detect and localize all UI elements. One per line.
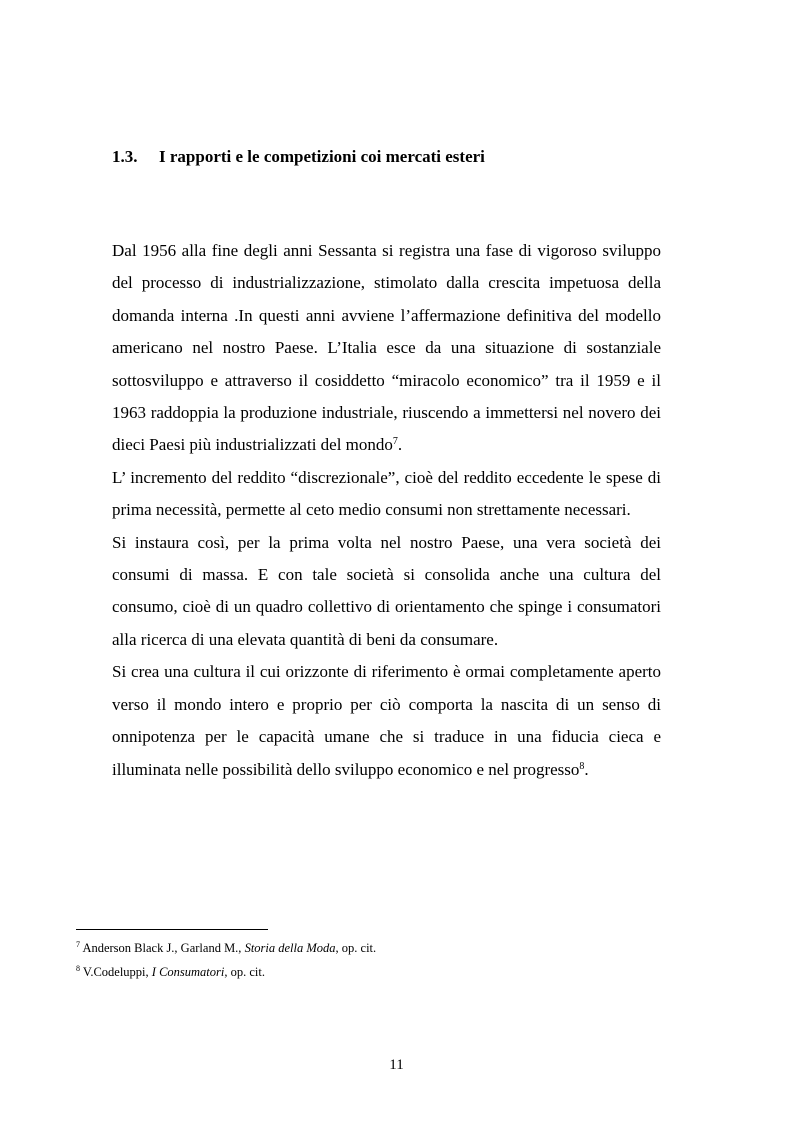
footnote-author: Anderson Black J., Garland M., bbox=[82, 941, 242, 955]
footnotes bbox=[76, 936, 376, 984]
footnote bbox=[76, 936, 376, 960]
paragraph-tail: . bbox=[584, 759, 589, 779]
footnote-separator bbox=[76, 929, 268, 930]
paragraph bbox=[112, 656, 661, 786]
footnote-ref[interactable]: 8 bbox=[579, 760, 585, 772]
body-text bbox=[112, 235, 661, 786]
footnote-work: Storia della Moda bbox=[244, 941, 336, 955]
paragraph-text: Dal 1956 alla fine degli anni Sessanta si registra una fase di vigoroso sviluppo del processo di industrializzazione, stimolato dalla crescita impetuosa della domanda interna .In questi anni avviene l’affermazione definitiva del modello americano nel nostro Paese. L’Italia esce da una situazione di sostanziale sottosviluppo e attraverso il cosiddetto “miracolo economico” tra il 1959 e il 1963 raddoppia la produzione industriale, riuscendo a immettersi nel novero dei dieci Paesi più industrializzati del mondo bbox=[112, 241, 661, 455]
page-number: 11 bbox=[389, 1057, 404, 1073]
paragraph bbox=[112, 527, 661, 657]
footnote-rest: , op. cit. bbox=[224, 965, 265, 979]
section-heading bbox=[112, 147, 485, 167]
footnote-number: 8 bbox=[76, 964, 80, 973]
section-title: I rapporti e le competizioni coi mercati esteri bbox=[159, 147, 485, 166]
paragraph-text: Si instaura così, per la prima volta nel nostro Paese, una vera società dei consumi di massa. E con tale società si consolida anche una cultura del consumo, cioè di un quadro collettivo di orientamento che spinge i consumatori alla ricerca di una elevata quantità di beni da consumare. bbox=[112, 532, 661, 649]
paragraph bbox=[112, 462, 661, 527]
footnote-rest: , op. cit. bbox=[335, 941, 377, 955]
paragraph-tail: . bbox=[397, 435, 403, 455]
paragraph-text: L’ incremento del reddito “discrezionale”, cioè del reddito eccedente le spese di prima necessità, permette al ceto medio consumi non strettamente necessari. bbox=[112, 467, 661, 520]
paragraph-text: Si crea una cultura il cui orizzonte di riferimento è ormai completamente aperto verso il mondo intero e proprio per ciò comporta la nascita di un senso di onnipotenza per le capacità umane che si traduce in una fiducia cieca e illuminata nelle possibilità dello sviluppo economico e nel progresso bbox=[112, 662, 661, 779]
section-number: 1.3. bbox=[112, 147, 138, 166]
footnote-author: V.Codeluppi, bbox=[82, 965, 149, 979]
footnote bbox=[76, 960, 376, 984]
footnote-work: I Consumatori bbox=[151, 965, 225, 979]
footnote-ref[interactable]: 7 bbox=[392, 436, 398, 448]
footnote-number: 7 bbox=[76, 940, 80, 949]
paragraph bbox=[112, 235, 661, 462]
